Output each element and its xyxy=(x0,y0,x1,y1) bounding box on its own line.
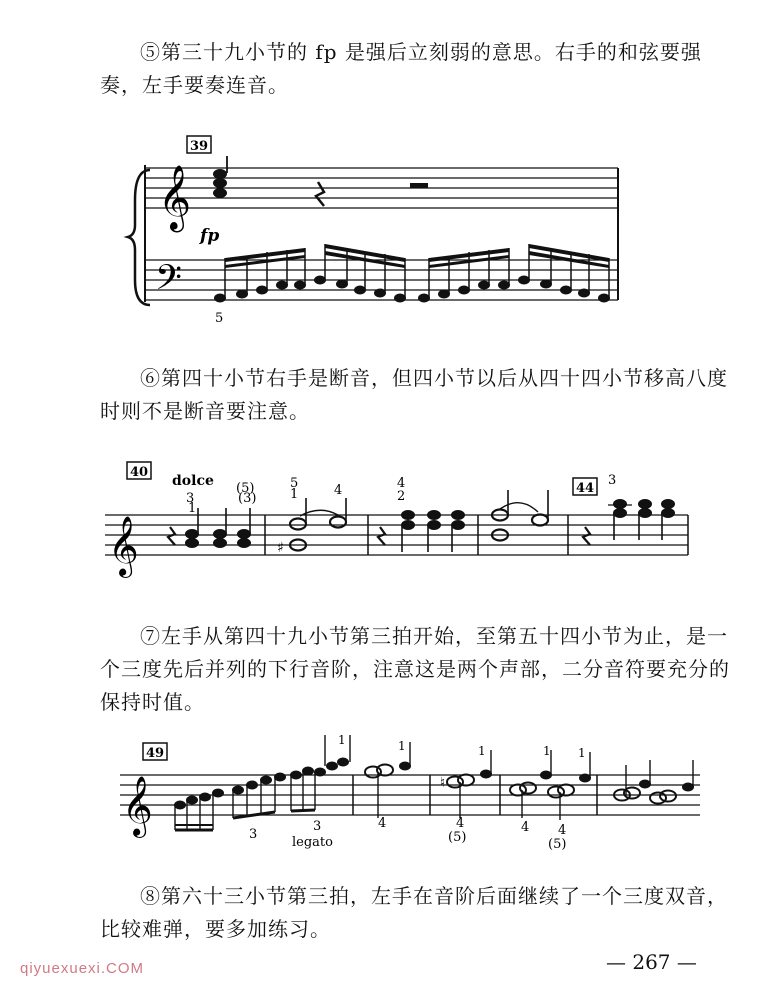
bass-clef-icon: 𝄢 xyxy=(155,257,183,306)
fingering-1-e: 1 xyxy=(578,746,586,760)
fingering-5-paren: (5) xyxy=(236,481,255,496)
fingering-4b: 4 xyxy=(397,476,406,491)
fingering-4-b: 4 xyxy=(456,816,465,831)
measure-number-49: 49 xyxy=(146,746,165,761)
fingering-4-c: 4 xyxy=(521,820,530,835)
fingering-5-paren-a: (5) xyxy=(448,830,467,845)
fingering-4-a: 4 xyxy=(378,816,387,831)
fingering-1-c: 1 xyxy=(478,744,486,758)
measure-number-39: 39 xyxy=(190,139,209,154)
dynamic-fp: fp xyxy=(200,226,220,246)
measure-number-44: 44 xyxy=(576,481,595,496)
triplet-3-a: 3 xyxy=(249,827,258,842)
measure-number-40: 40 xyxy=(130,465,149,480)
music-example-40 xyxy=(0,450,772,600)
page-number: — 267 — xyxy=(606,950,697,974)
watermark: qiyuexuexi.COM xyxy=(20,960,145,977)
fingering-4-d: 4 xyxy=(558,823,567,838)
triplet-3-b: 3 xyxy=(313,819,322,834)
treble-clef-icon: 𝄞 xyxy=(108,516,139,576)
paragraph-5: ⑤第三十九小节的 fp 是强后立刻弱的意思。右手的和弦要强奏，左手要奏连音。 xyxy=(100,40,702,97)
fingering-5: 5 xyxy=(215,311,224,326)
treble-clef-icon: 𝄞 xyxy=(158,165,192,230)
music-example-39 xyxy=(0,0,772,330)
fingering-2: 2 xyxy=(397,489,406,504)
svg-text:♯: ♯ xyxy=(277,540,284,556)
fingering-1-a: 1 xyxy=(338,733,346,747)
dolce-marking: dolce xyxy=(172,473,214,489)
legato-marking: legato xyxy=(292,835,333,850)
fingering-1: 1 xyxy=(188,501,197,516)
fingering-3: 3 xyxy=(186,491,195,506)
fingering-1-b: 1 xyxy=(398,739,406,753)
paragraph-7: ⑦左手从第四十九小节第三拍开始，至第五十四小节为止，是一个三度先后并列的下行音阶，注意这是两个声部，二分音符要充分的保持时值。 xyxy=(100,624,730,714)
fingering-5b: 5 xyxy=(290,476,299,491)
music-example-49 xyxy=(0,730,772,860)
fingering-5-paren-b: (5) xyxy=(548,837,567,852)
svg-text:♮: ♮ xyxy=(440,775,446,791)
paragraph-8: ⑧第六十三小节第三拍，左手在音阶后面继续了一个三度双音，比较难弹，要多加练习。 xyxy=(100,884,728,941)
paragraph-6: ⑥第四十小节右手是断音，但四小节以后从四十四小节移高八度时则不是断音要注意。 xyxy=(100,366,728,423)
fingering-1-d: 1 xyxy=(543,744,551,758)
fingering-3c: 3 xyxy=(608,473,617,488)
fingering-4: 4 xyxy=(334,483,343,498)
treble-clef-icon: 𝄞 xyxy=(122,776,153,836)
fingering-1b: 1 xyxy=(290,487,299,502)
fingering-3-paren: (3) xyxy=(238,491,257,506)
